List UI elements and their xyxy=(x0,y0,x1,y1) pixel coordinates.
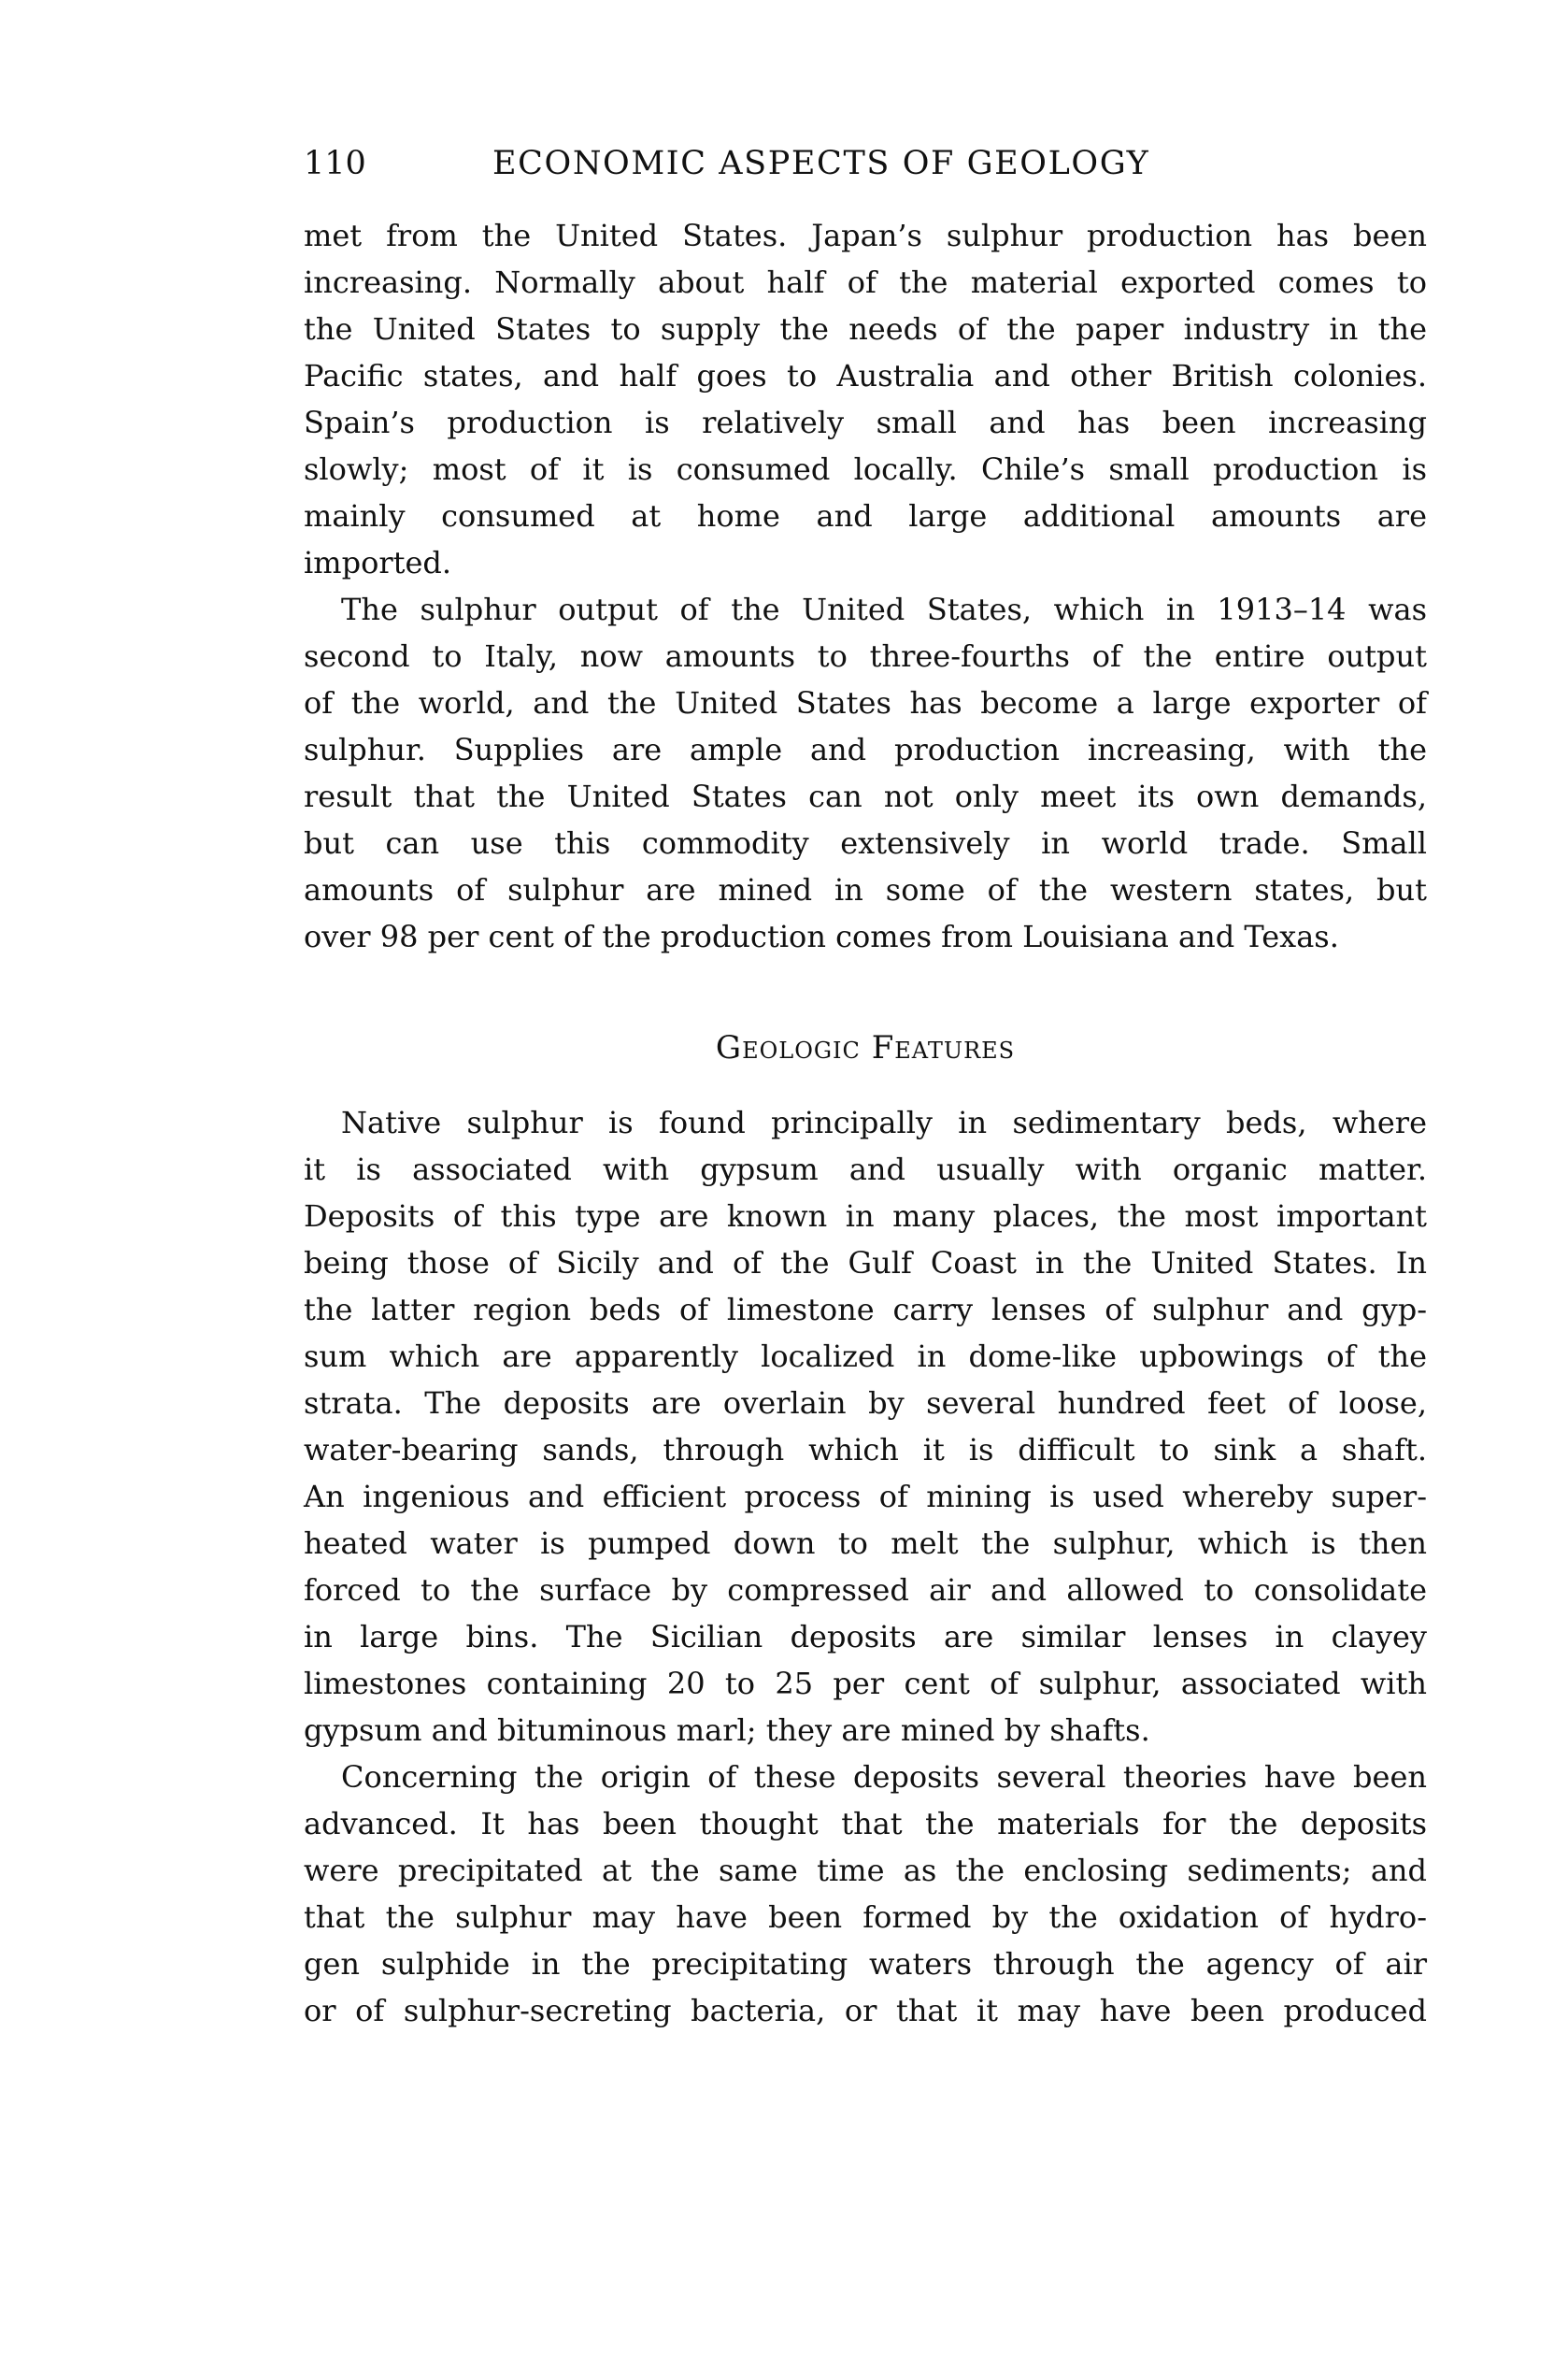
text-line: gypsum and bituminous marl; they are mined by shafts. xyxy=(304,1712,1150,1748)
text-line: increasing. Normally about half of the material exported comes to xyxy=(304,265,1427,300)
text-line: amounts of sulphur are mined in some of the western states, but xyxy=(304,872,1427,908)
text-block-1 xyxy=(304,212,1427,960)
text-line: in large bins. The Sicilian deposits are similar lenses in clayey xyxy=(304,1619,1427,1654)
text-line: of the world, and the United States has become a large exporter of xyxy=(304,685,1427,721)
paragraph xyxy=(304,1099,1427,1754)
text-line: being those of Sicily and of the Gulf Coast in the United States. In xyxy=(304,1245,1427,1281)
running-title: ECONOMIC ASPECTS OF GEOLOGY xyxy=(492,145,1150,182)
page-number: 110 xyxy=(304,145,366,182)
paragraph xyxy=(304,586,1427,960)
text-line: but can use this commodity extensively in world trade. Small xyxy=(304,825,1427,861)
text-line: advanced. It has been thought that the materials for the deposits xyxy=(304,1806,1427,1841)
text-line: The sulphur output of the United States, which in 1913–14 was xyxy=(341,592,1427,627)
text-line: sulphur. Supplies are ample and production increasing, with the xyxy=(304,732,1427,767)
text-line: Spain’s production is relatively small and has been increasing xyxy=(304,405,1427,440)
text-line: mainly consumed at home and large additional amounts are xyxy=(304,498,1427,534)
text-line: Concerning the origin of these deposits several theories have been xyxy=(341,1759,1427,1795)
text-line: An ingenious and efficient process of mining is used whereby super- xyxy=(304,1479,1427,1514)
text-line: Native sulphur is found principally in sedimentary beds, where xyxy=(341,1105,1427,1140)
text-line: Pacific states, and half goes to Australia and other British colonies. xyxy=(304,358,1427,394)
text-line: imported. xyxy=(304,545,452,580)
text-line: or of sulphur-secreting bacteria, or that it may have been produced xyxy=(304,1993,1427,2028)
text-line: it is associated with gypsum and usually with organic matter. xyxy=(304,1152,1427,1187)
text-line: that the sulphur may have been formed by the oxidation of hydro- xyxy=(304,1899,1427,1935)
text-line: strata. The deposits are overlain by several hundred feet of loose, xyxy=(304,1385,1427,1421)
text-line: limestones containing 20 to 25 per cent of sulphur, associated with xyxy=(304,1666,1427,1701)
text-line: the latter region beds of limestone carry lenses of sulphur and gyp- xyxy=(304,1292,1427,1327)
text-line: slowly; most of it is consumed locally. Chile’s small production is xyxy=(304,451,1427,487)
text-block-2 xyxy=(304,1099,1427,2034)
text-line: second to Italy, now amounts to three-fourths of the entire output xyxy=(304,638,1427,674)
page-header xyxy=(304,140,1427,187)
text-line: Deposits of this type are known in many places, the most important xyxy=(304,1198,1427,1234)
paragraph xyxy=(304,1754,1427,2034)
text-line: the United States to supply the needs of the paper industry in the xyxy=(304,311,1427,347)
text-line: heated water is pumped down to melt the sulphur, which is then xyxy=(304,1525,1427,1561)
text-line: gen sulphide in the precipitating waters through the agency of air xyxy=(304,1946,1427,1982)
text-line: forced to the surface by compressed air and allowed to consolidate xyxy=(304,1572,1427,1608)
text-line: met from the United States. Japan’s sulphur production has been xyxy=(304,218,1427,253)
paragraph xyxy=(304,212,1427,586)
section-heading: Geologic Features xyxy=(715,1029,1016,1067)
text-line: result that the United States can not only meet its own demands, xyxy=(304,779,1427,814)
text-line: water-bearing sands, through which it is difficult to sink a shaft. xyxy=(304,1432,1427,1468)
text-line: were precipitated at the same time as the enclosing sediments; and xyxy=(304,1853,1427,1888)
text-line: over 98 per cent of the production comes from Louisiana and Texas. xyxy=(304,919,1339,954)
text-line: sum which are apparently localized in dome-like upbowings of the xyxy=(304,1339,1427,1374)
